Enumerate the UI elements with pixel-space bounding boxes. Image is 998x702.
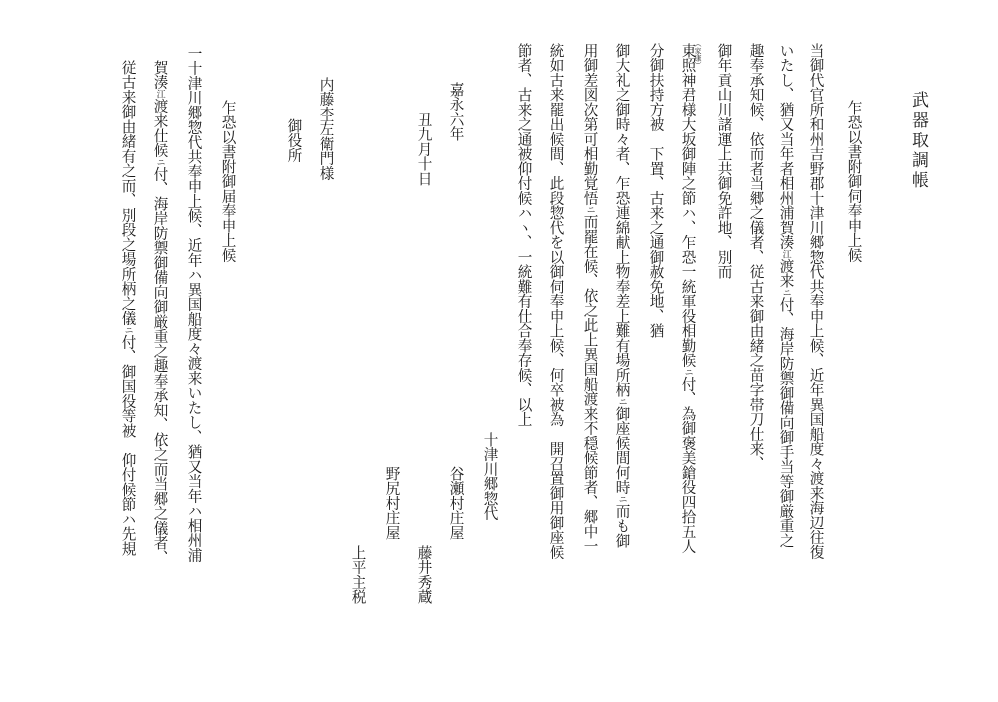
petition1-line7: 御大礼之御時々者、乍恐連綿献上物奉差上難有場所柄ニ御座候間何時ニ而も御 — [613, 43, 631, 548]
petition1-line8: 用御差図次第可相勤覚悟ニ而罷在候、依之此上異国船渡来不穏候節者、郷中一 — [581, 43, 599, 554]
petition1-line3: 趣奉承知候、依而者当郷之儀者、従古来御由緒之苗字帯刀仕来、 — [747, 43, 765, 471]
petition1-line5: 東 （家康） 照神君様大坂御陣之節ハ、乍恐一統軍役相勤候ニ付、為御褒美鎗役四拾五人 — [679, 40, 702, 554]
village2: 野尻村庄屋 — [383, 466, 401, 540]
petition1-line9: 統如古来罷出候間、此段惣代を以御伺奉申上候、何卒被為 開召置御用御座候 — [547, 43, 565, 560]
era-year: 嘉永六年 — [447, 82, 465, 141]
petition1-line6: 分御扶持方被 下置、古来之通御赦免地、猶 — [647, 43, 665, 338]
petition1-line10: 節者、古来之通被仰付候ハヽ、一統難有仕合奉存候、以上 — [515, 43, 533, 427]
document-title: 武器取調帳 — [908, 91, 928, 191]
signer-group: 十津川郷惣代 — [481, 432, 499, 521]
petition1-opening: 乍恐以書附御伺奉申上候 — [845, 100, 863, 263]
petition-date: 丑九月十日 — [415, 112, 433, 186]
signer-person2: 上平主税 — [349, 545, 367, 604]
addressee-office: 御役所 — [285, 118, 303, 163]
petition1-line1: 当御代官所和州吉野郡十津川郷惣代共奉申上候、近年異国船度々渡来海辺往復 — [807, 43, 825, 560]
petition2-opening: 乍恐以書附御届奉申上候 — [219, 100, 237, 263]
petition1-line4: 御年貢山川諸運上共御免許地、別而 — [715, 43, 733, 279]
petition1-line2: いたし、猶又当年者相州浦賀湊江渡来ニ付、海岸防禦御備向御手当等御厳重之 — [777, 43, 795, 548]
village1: 谷瀬村庄屋 — [447, 466, 465, 540]
signer-person1: 藤井秀蔵 — [415, 545, 433, 604]
addressee: 内藤杢左衛門様 — [317, 77, 335, 181]
petition2-line3: 従古来御由緒有之而、別段之場所柄之儀ニ付、御国役等被 仰付候節ハ先規 — [119, 60, 137, 556]
petition2-line2: 賀湊江渡来仕候ニ付、海岸防禦御備向御厳重之趣奉承知、依之而当郷之儀者、 — [151, 60, 169, 565]
ruby-annotation: （家康） — [694, 40, 702, 69]
ruby-base: 東 （家康） — [679, 40, 702, 69]
petition2-line1: 一十津川郷惣代共奉申上候、近年ハ異国船度々渡来いたし、猶又当年ハ相州浦 — [185, 46, 203, 563]
